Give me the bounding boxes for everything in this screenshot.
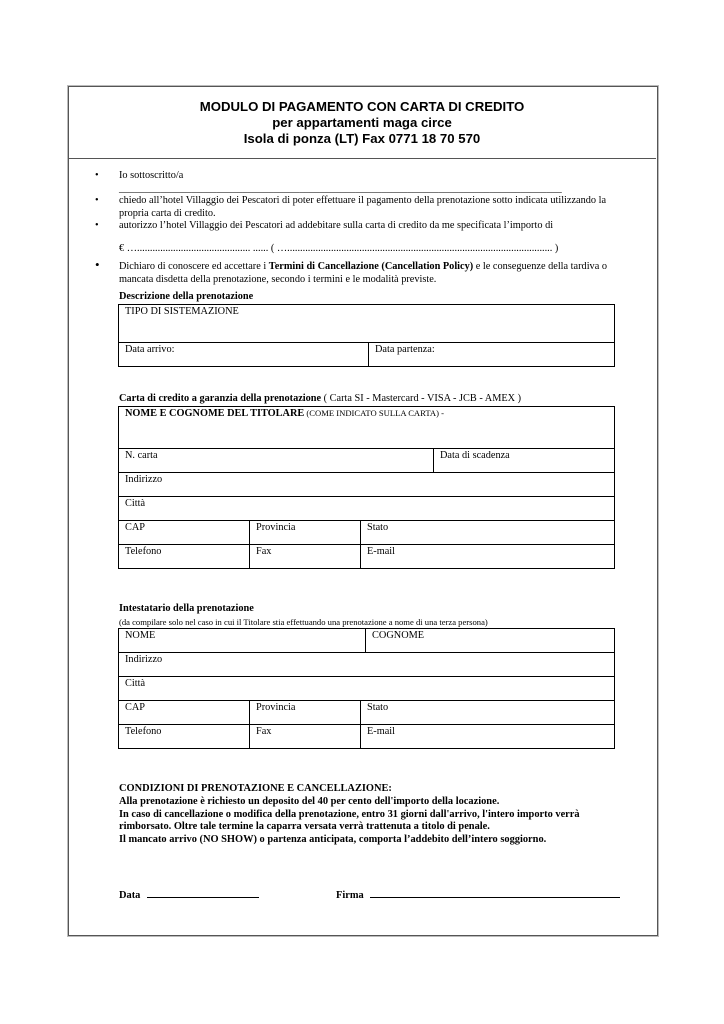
conditions-cancellation: In caso di cancellazione o modifica della prenotazione, entro 31 giorni dall'arrivo, l'intero importo verrà rimborsato. Oltre tale termine la caparra versata verrà trattenuta a titolo di penale. [119, 808, 580, 833]
conditions-block [119, 783, 619, 847]
card-email-field[interactable]: E-mail [361, 545, 615, 569]
form-title: MODULO DI PAGAMENTO CON CARTA DI CREDITO [199, 99, 525, 114]
holder-city-field[interactable]: Città [119, 677, 615, 701]
card-title [119, 393, 521, 404]
list-item [90, 170, 610, 195]
holder-province-field[interactable]: Provincia [250, 701, 361, 725]
bullet-icon: • [95, 195, 99, 206]
arrival-date-field[interactable]: Data arrivo: [119, 343, 369, 367]
form-subtitle: per appartamenti maga circe [272, 115, 452, 130]
card-fax-field[interactable]: Fax [250, 545, 361, 569]
holder-state-field[interactable]: Stato [361, 701, 615, 725]
declarations-list [90, 170, 610, 286]
card-city-field[interactable]: Città [119, 497, 615, 521]
reservation-table [118, 304, 615, 367]
holder-address-field[interactable]: Indirizzo [119, 653, 615, 677]
conditions-deposit: Alla prenotazione è richiesto un deposito del 40 per cento dell'importo della locazione. [119, 795, 500, 807]
holder-cap-field[interactable]: CAP [119, 701, 250, 725]
departure-date-field[interactable]: Data partenza: [369, 343, 615, 367]
amount-field[interactable]: € …............................................ ...... ( …....................................................................................................... ) [119, 242, 559, 254]
conditions-title: CONDIZIONI DI PRENOTAZIONE E CANCELLAZIONE: [119, 783, 392, 794]
bullet-icon: • [95, 220, 99, 231]
card-holder-field[interactable] [119, 407, 615, 449]
bullet-icon: • [95, 170, 99, 181]
holder-phone-field[interactable]: Telefono [119, 725, 250, 749]
holder-name-field[interactable]: NOME [119, 629, 366, 653]
holder-table [118, 628, 615, 749]
signature-field[interactable] [370, 887, 620, 898]
form-header [68, 86, 656, 159]
tipo-sistemazione-field[interactable]: TIPO DI SISTEMAZIONE [119, 305, 615, 343]
card-state-field[interactable]: Stato [361, 521, 615, 545]
card-title-bold: Carta di credito a garanzia della prenotazione [119, 393, 322, 404]
card-phone-field[interactable]: Telefono [119, 545, 250, 569]
conditions-no-show: Il mancato arrivo (NO SHOW) o partenza anticipata, comporta l’addebito dell’intero soggiorno. [119, 834, 547, 846]
date-row [119, 887, 259, 901]
card-holder-note: (COME INDICATO SULLA CARTA) - [304, 408, 444, 418]
amount-row [90, 243, 610, 256]
card-address-field[interactable]: Indirizzo [119, 473, 615, 497]
policy-post: e le conseguenze della tardiva o mancata disdetta della prenotazione, secondo i termini e le modalità previste. [119, 261, 607, 285]
list-item [90, 195, 610, 220]
card-expiry-field[interactable]: Data di scadenza [434, 449, 615, 473]
holder-title: Intestatario della prenotazione [119, 603, 254, 614]
holder-fax-field[interactable]: Fax [250, 725, 361, 749]
signature-label: Firma [336, 890, 364, 901]
list-item [90, 257, 610, 286]
authorization-text: autorizzo l’hotel Villaggio dei Pescatori ad addebitare sulla carta di credito da me specificata l’importo di [119, 220, 554, 231]
payment-request-text: chiedo all’hotel Villaggio dei Pescatori di poter effettuare il pagamento della prenotazione sotto indicata utilizzando la propria carta di credito. [119, 195, 607, 219]
list-item [90, 220, 610, 233]
reservation-title: Descrizione della prenotazione [119, 291, 254, 302]
card-table [118, 406, 615, 569]
date-field[interactable] [147, 887, 259, 898]
card-province-field[interactable]: Provincia [250, 521, 361, 545]
card-cap-field[interactable]: CAP [119, 521, 250, 545]
signature-row [336, 887, 620, 901]
form-contact: Isola di ponza (LT) Fax 0771 18 70 570 [243, 131, 481, 146]
signer-name-field[interactable]: Io sottoscritto/a ______________________________________________________________________________________ [119, 170, 562, 194]
card-types: ( Carta SI - Mastercard - VISA - JCB - AMEX ) [321, 393, 522, 404]
holder-surname-field[interactable]: COGNOME [366, 629, 615, 653]
date-label: Data [119, 890, 141, 901]
policy-bold: Termini di Cancellazione (Cancellation Policy) [268, 261, 474, 272]
holder-email-field[interactable]: E-mail [361, 725, 615, 749]
card-number-field[interactable]: N. carta [119, 449, 434, 473]
card-holder-label: NOME E COGNOME DEL TITOLARE [125, 408, 305, 419]
bullet-icon: • [95, 257, 100, 272]
policy-pre: Dichiaro di conoscere ed accettare i [119, 261, 269, 272]
holder-note: (da compilare solo nel caso in cui il Titolare stia effettuando una prenotazione a nome di una terza persona) [119, 617, 488, 627]
